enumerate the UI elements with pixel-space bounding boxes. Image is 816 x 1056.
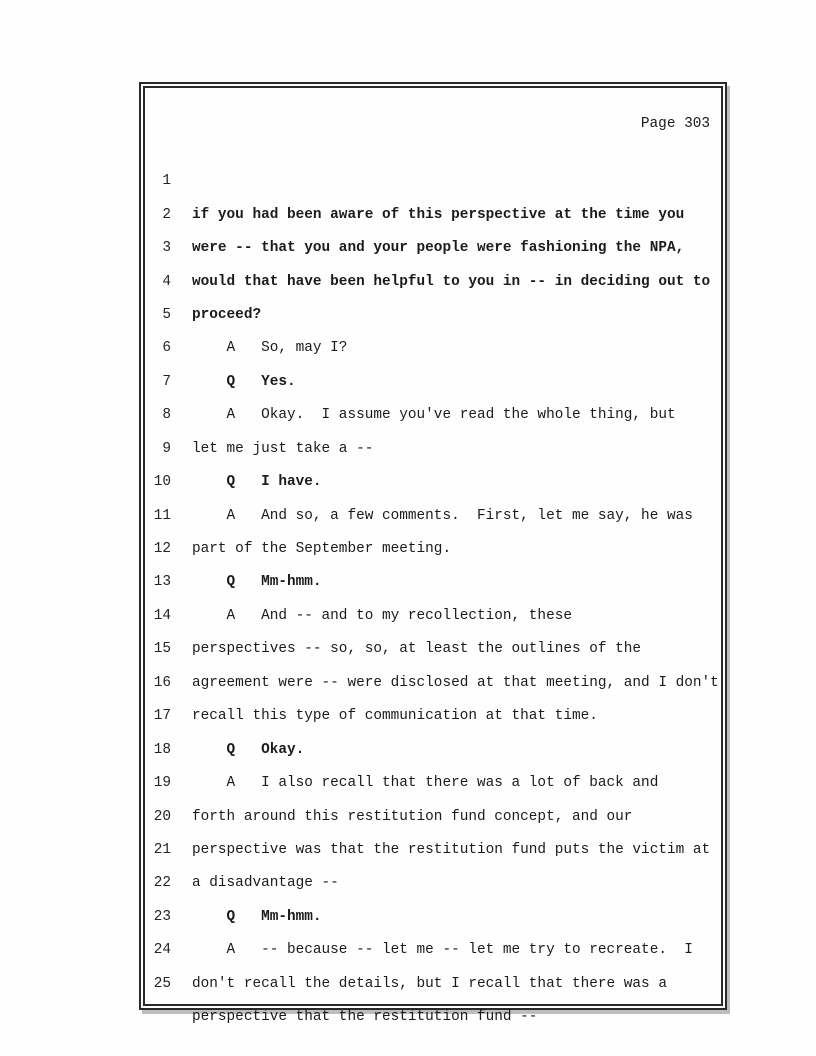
line-text: Q Mm-hmm. — [192, 908, 322, 925]
line-number: 22 — [153, 875, 171, 892]
line-text: perspectives -- so, so, at least the outlines of the — [192, 641, 642, 658]
line-text: A Okay. I assume you've read the whole thing, but — [192, 407, 676, 424]
line-text: Q I have. — [192, 474, 322, 491]
line-text: let me just take a -- — [192, 440, 374, 457]
line-number: 13 — [153, 574, 171, 591]
line-text: recall this type of communication at that time. — [192, 708, 598, 725]
line-number: 19 — [153, 775, 171, 792]
page-border-inner-rule — [143, 86, 723, 1026]
line-text: were -- that you and your people were fashioning the NPA, — [192, 240, 685, 257]
line-text: a disadvantage -- — [192, 875, 339, 892]
line-number: 21 — [153, 841, 171, 858]
transcript-lines — [153, 132, 721, 1026]
line-text: forth around this restitution fund concept, and our — [192, 808, 633, 825]
line-text: if you had been aware of this perspective at the time you — [192, 206, 685, 223]
line-text: would that have been helpful to you in -- in deciding out to — [192, 273, 711, 290]
line-text: part of the September meeting. — [192, 541, 452, 558]
line-number: 20 — [153, 808, 171, 825]
line-number: 4 — [162, 273, 171, 290]
line-number: 9 — [162, 440, 171, 457]
transcript-line — [153, 132, 721, 223]
line-text: Q Mm-hmm. — [192, 574, 322, 591]
line-number: 17 — [153, 708, 171, 725]
line-text: perspective that the restitution fund -- — [192, 1009, 538, 1026]
line-number: 11 — [153, 507, 171, 524]
line-text: perspective was that the restitution fund puts the victim at — [192, 841, 711, 858]
line-number: 23 — [153, 908, 171, 925]
line-text: A And -- and to my recollection, these — [192, 607, 572, 624]
line-text: A -- because -- let me -- let me try to recreate. I — [192, 942, 693, 959]
line-text: A And so, a few comments. First, let me say, he was — [192, 507, 693, 524]
line-number: 24 — [153, 942, 171, 959]
line-number: 2 — [162, 206, 171, 223]
line-number: 5 — [162, 306, 171, 323]
line-text: A So, may I? — [192, 340, 348, 357]
line-number: 14 — [153, 607, 171, 624]
line-text: A I also recall that there was a lot of back and — [192, 775, 659, 792]
page-number-label: Page 303 — [640, 116, 710, 132]
page-border-frame — [139, 82, 727, 1026]
line-number: 12 — [153, 541, 171, 558]
line-number: 7 — [162, 373, 171, 390]
line-number: 16 — [153, 674, 171, 691]
line-text: Q Okay. — [192, 741, 305, 758]
line-text: agreement were -- were disclosed at that meeting, and I don't — [192, 674, 719, 691]
line-number: 1 — [162, 173, 171, 190]
line-number: 6 — [162, 340, 171, 357]
line-number: 10 — [153, 474, 171, 491]
line-text: don't recall the details, but I recall that there was a — [192, 975, 667, 992]
line-number: 8 — [162, 407, 171, 424]
line-number: 15 — [153, 641, 171, 658]
line-number: 3 — [162, 240, 171, 257]
line-number: 25 — [153, 975, 171, 992]
line-number: 18 — [153, 741, 171, 758]
line-text: proceed? — [192, 306, 262, 323]
line-text: Q Yes. — [192, 373, 296, 390]
